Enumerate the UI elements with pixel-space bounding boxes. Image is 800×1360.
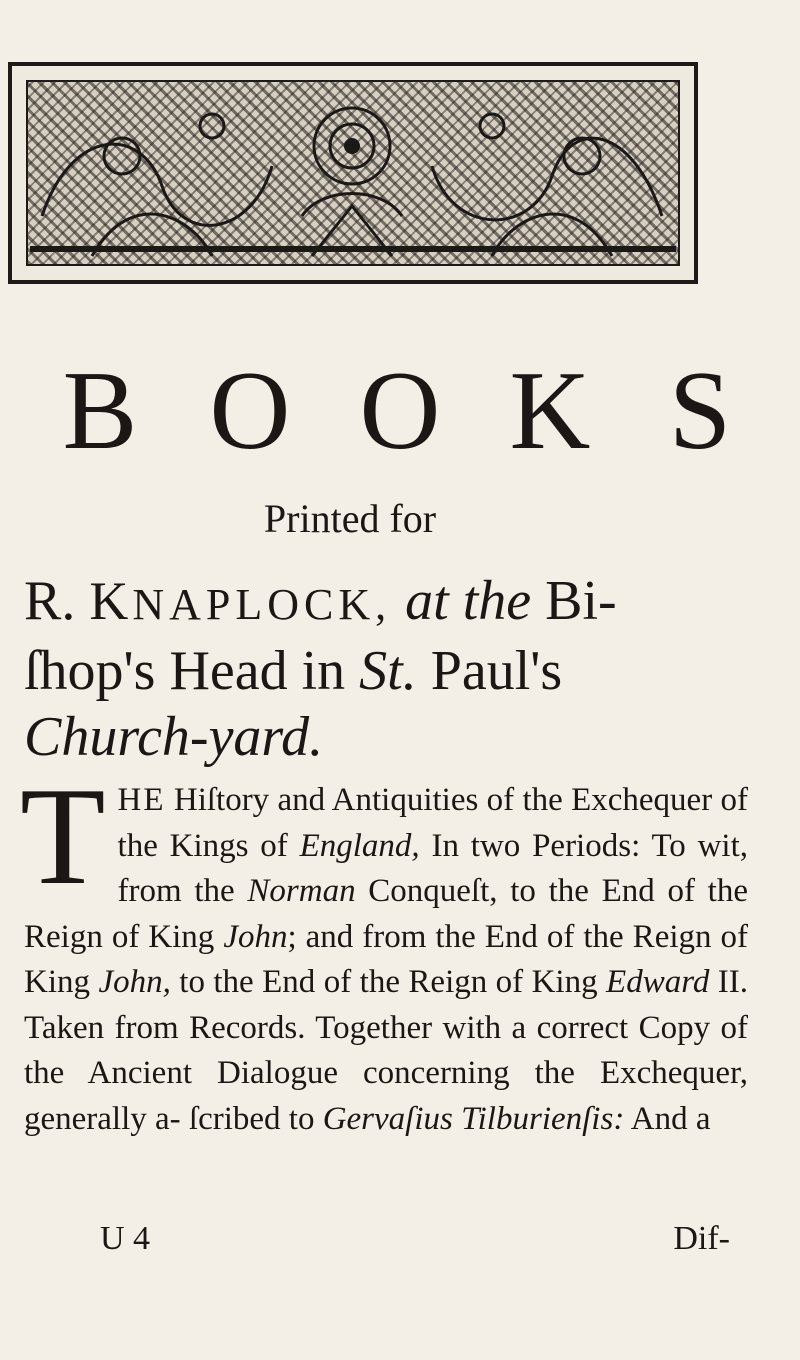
signature-mark: U 4 [100,1220,151,1257]
entry-edward: Edward [606,964,710,1000]
catalogue-entry [20,759,749,1142]
imprint-line-1 [24,568,764,638]
entry-text: ; and from the End of the Reign of King [24,918,748,1000]
imprint-st: St. [359,640,417,702]
catchword: Dif- [673,1220,730,1257]
entry-john: John [223,918,288,955]
imprint-name-cap: K [89,571,133,631]
entry-text: II. Taken from Records. Together with a correct Copy of the Ancient Dialogue concerning the Exchequer, generally a- ſcribed to [24,964,749,1137]
page-heading [40,349,760,473]
imprint-name-rest: NAPLOCK, [132,580,392,629]
heading-letter: O [359,349,441,473]
imprint-paul: Paul's [430,640,563,702]
entry-text: Conqueſt, to the End of the Reign of King [24,873,748,955]
entry-tilburiensis: Tilburienſis: [461,1100,625,1137]
heading-letter: S [668,349,732,473]
entry-england: England, [299,827,420,864]
ornamental-headpiece [8,62,698,284]
heading-letter: K [509,349,591,473]
imprint-line-3 [24,704,764,770]
entry-text: In two Periods: To wit, from the [117,827,749,909]
entry-he: HE [117,782,166,818]
entry-gervasius: Gervaſius [322,1100,453,1137]
imprint-initial: R. [24,570,76,632]
entry-john: John, [98,964,171,1000]
entry-norman: Norman [247,873,356,909]
entry-text: And a [630,1100,711,1137]
entry-text: Hiſtory and Antiquities of the Exchequer of the Kings of [117,782,748,864]
page-footer [100,1220,730,1258]
imprint-line-2 [24,638,764,704]
heading-letter: O [209,349,291,473]
headpiece-ornament-icon [12,66,694,280]
entry-text: to the End of the Reign of King [179,964,598,1000]
heading-letter: B [62,349,138,473]
imprint-bi: Bi- [545,570,617,632]
imprint-shop-head: ſhop's Head in [24,640,346,702]
imprint-at-the: at the [405,570,532,632]
imprint-churchyard: Church-yard. [24,706,324,768]
imprint-block [24,568,764,770]
drop-cap: T [20,759,106,914]
printed-for-line: Printed for [263,496,437,541]
